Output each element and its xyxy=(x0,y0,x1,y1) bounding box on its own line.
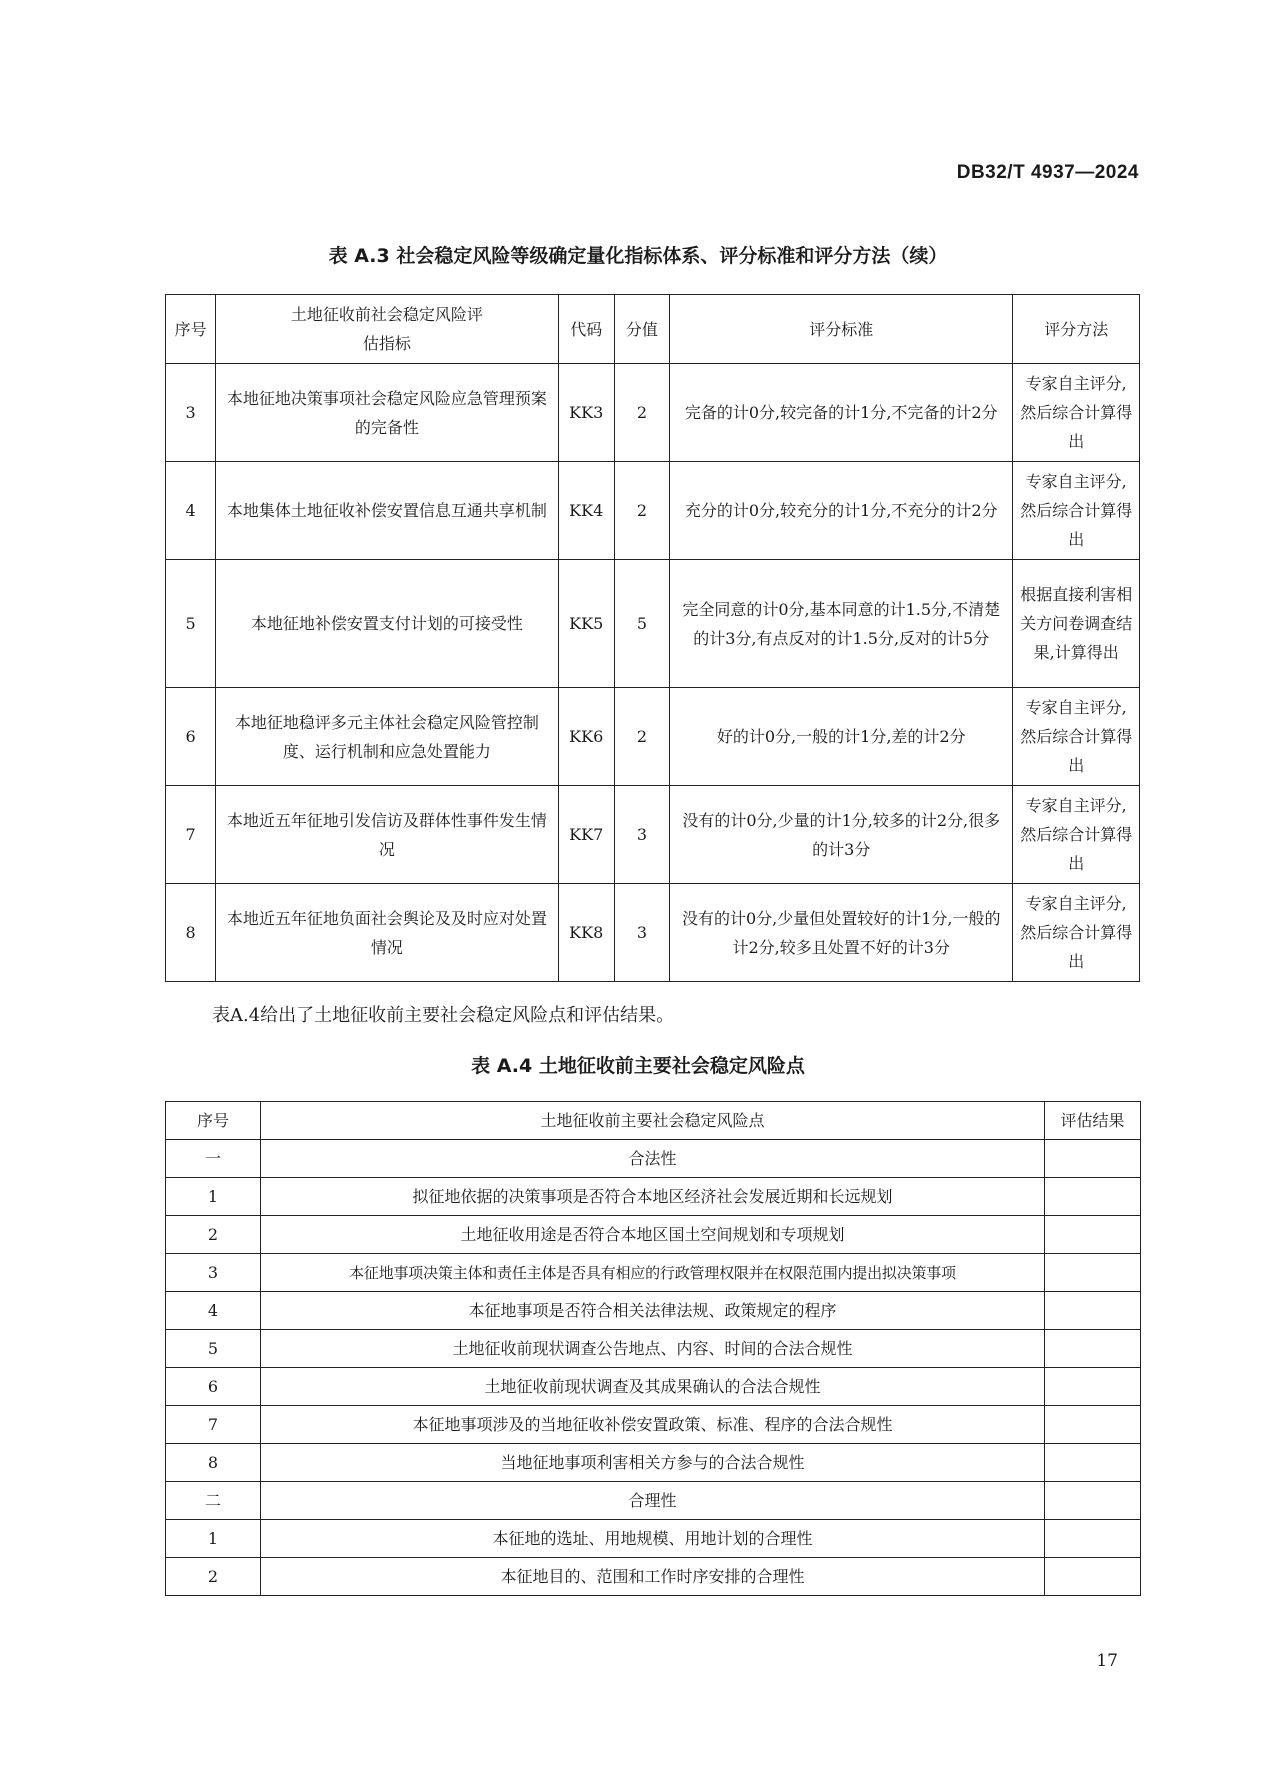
row-method: 专家自主评分,然后综合计算得出 xyxy=(1013,364,1140,462)
row-indicator: 本地征地补偿安置支付计划的可接受性 xyxy=(216,560,558,688)
row-standard: 完全同意的计0分,基本同意的计1.5分,不清楚的计3分,有点反对的计1.5分,反对的计5分 xyxy=(670,560,1013,688)
row-no: 8 xyxy=(166,884,216,982)
row-code: KK5 xyxy=(558,560,614,688)
row-standard: 没有的计0分,少量但处置较好的计1分,一般的计2分,较多且处置不好的计3分 xyxy=(670,884,1013,982)
table-row xyxy=(166,1254,1141,1292)
document-code: DB32/T 4937—2024 xyxy=(956,162,1139,183)
table-row xyxy=(166,786,1140,884)
table-row xyxy=(166,1140,1141,1178)
row-item: 拟征地依据的决策事项是否符合本地区经济社会发展近期和长远规划 xyxy=(261,1178,1045,1216)
table-a3 xyxy=(165,294,1140,982)
row-item: 本征地目的、范围和工作时序安排的合理性 xyxy=(261,1558,1045,1596)
row-code: KK3 xyxy=(558,364,614,462)
row-indicator: 本地集体土地征收补偿安置信息互通共享机制 xyxy=(216,462,558,560)
row-no: 5 xyxy=(166,1330,261,1368)
row-item: 合理性 xyxy=(261,1482,1045,1520)
row-result xyxy=(1045,1330,1141,1368)
row-item: 土地征收前现状调查公告地点、内容、时间的合法合规性 xyxy=(261,1330,1045,1368)
table-header-row xyxy=(166,1102,1141,1140)
col-header-result: 评估结果 xyxy=(1045,1102,1141,1140)
col-header-risk-point: 土地征收前主要社会稳定风险点 xyxy=(261,1102,1045,1140)
row-code: KK8 xyxy=(558,884,614,982)
table-row xyxy=(166,462,1140,560)
table-row xyxy=(166,688,1140,786)
row-result xyxy=(1045,1254,1141,1292)
row-indicator: 本地征地决策事项社会稳定风险应急管理预案的完备性 xyxy=(216,364,558,462)
row-method: 专家自主评分,然后综合计算得出 xyxy=(1013,688,1140,786)
row-result xyxy=(1045,1482,1141,1520)
row-method: 专家自主评分,然后综合计算得出 xyxy=(1013,462,1140,560)
table-a4-caption: 表 A.4 土地征收前主要社会稳定风险点 xyxy=(471,1055,805,1077)
row-no: 二 xyxy=(166,1482,261,1520)
row-score: 3 xyxy=(614,884,669,982)
row-score: 2 xyxy=(614,462,669,560)
row-score: 2 xyxy=(614,688,669,786)
col-header-standard: 评分标准 xyxy=(670,295,1013,364)
col-header-indicator: 土地征收前社会稳定风险评估指标 xyxy=(216,295,558,364)
row-result xyxy=(1045,1216,1141,1254)
col-header-method: 评分方法 xyxy=(1013,295,1140,364)
row-item: 土地征收用途是否符合本地区国土空间规划和专项规划 xyxy=(261,1216,1045,1254)
row-code: KK4 xyxy=(558,462,614,560)
col-header-no: 序号 xyxy=(166,295,216,364)
row-score: 2 xyxy=(614,364,669,462)
table-row xyxy=(166,1558,1141,1596)
row-standard: 没有的计0分,少量的计1分,较多的计2分,很多的计3分 xyxy=(670,786,1013,884)
row-indicator: 本地近五年征地负面社会舆论及及时应对处置情况 xyxy=(216,884,558,982)
row-standard: 好的计0分,一般的计1分,差的计2分 xyxy=(670,688,1013,786)
table-row xyxy=(166,1292,1141,1330)
row-no: 4 xyxy=(166,1292,261,1330)
row-no: 1 xyxy=(166,1520,261,1558)
body-paragraph: 表A.4给出了土地征收前主要社会稳定风险点和评估结果。 xyxy=(212,1005,675,1026)
row-standard: 充分的计0分,较充分的计1分,不充分的计2分 xyxy=(670,462,1013,560)
row-result xyxy=(1045,1178,1141,1216)
row-item: 本征地事项是否符合相关法律法规、政策规定的程序 xyxy=(261,1292,1045,1330)
row-no: 一 xyxy=(166,1140,261,1178)
row-result xyxy=(1045,1520,1141,1558)
table-row xyxy=(166,1520,1141,1558)
table-row xyxy=(166,1368,1141,1406)
row-item: 当地征地事项利害相关方参与的合法合规性 xyxy=(261,1444,1045,1482)
row-no: 6 xyxy=(166,688,216,786)
row-indicator: 本地近五年征地引发信访及群体性事件发生情况 xyxy=(216,786,558,884)
row-item: 本征地事项涉及的当地征收补偿安置政策、标准、程序的合法合规性 xyxy=(261,1406,1045,1444)
row-score: 5 xyxy=(614,560,669,688)
table-row xyxy=(166,1216,1141,1254)
row-no: 6 xyxy=(166,1368,261,1406)
row-method: 根据直接利害相关方问卷调查结果,计算得出 xyxy=(1013,560,1140,688)
row-standard: 完备的计0分,较完备的计1分,不完备的计2分 xyxy=(670,364,1013,462)
row-code: KK6 xyxy=(558,688,614,786)
row-no: 8 xyxy=(166,1444,261,1482)
row-no: 5 xyxy=(166,560,216,688)
table-row xyxy=(166,1444,1141,1482)
row-no: 4 xyxy=(166,462,216,560)
table-row xyxy=(166,884,1140,982)
table-row xyxy=(166,364,1140,462)
row-result xyxy=(1045,1368,1141,1406)
row-no: 2 xyxy=(166,1216,261,1254)
row-no: 3 xyxy=(166,364,216,462)
row-item: 本征地事项决策主体和责任主体是否具有相应的行政管理权限并在权限范围内提出拟决策事项 xyxy=(261,1254,1045,1292)
row-result xyxy=(1045,1140,1141,1178)
col-header-no: 序号 xyxy=(166,1102,261,1140)
table-a3-caption: 表 A.3 社会稳定风险等级确定量化指标体系、评分标准和评分方法（续） xyxy=(328,245,948,267)
col-header-code: 代码 xyxy=(558,295,614,364)
table-row xyxy=(166,1330,1141,1368)
row-no: 7 xyxy=(166,786,216,884)
col-header-score: 分值 xyxy=(614,295,669,364)
row-no: 7 xyxy=(166,1406,261,1444)
row-result xyxy=(1045,1292,1141,1330)
table-row xyxy=(166,1482,1141,1520)
row-score: 3 xyxy=(614,786,669,884)
row-result xyxy=(1045,1558,1141,1596)
page-number: 17 xyxy=(1096,1651,1118,1671)
table-row xyxy=(166,1406,1141,1444)
row-item: 土地征收前现状调查及其成果确认的合法合规性 xyxy=(261,1368,1045,1406)
row-method: 专家自主评分,然后综合计算得出 xyxy=(1013,786,1140,884)
table-header-row xyxy=(166,295,1140,364)
row-no: 1 xyxy=(166,1178,261,1216)
row-no: 3 xyxy=(166,1254,261,1292)
row-item: 合法性 xyxy=(261,1140,1045,1178)
row-code: KK7 xyxy=(558,786,614,884)
row-result xyxy=(1045,1406,1141,1444)
row-item: 本征地的选址、用地规模、用地计划的合理性 xyxy=(261,1520,1045,1558)
table-row xyxy=(166,1178,1141,1216)
row-no: 2 xyxy=(166,1558,261,1596)
row-method: 专家自主评分,然后综合计算得出 xyxy=(1013,884,1140,982)
table-a4 xyxy=(165,1101,1141,1596)
table-row xyxy=(166,560,1140,688)
row-indicator: 本地征地稳评多元主体社会稳定风险管控制度、运行机制和应急处置能力 xyxy=(216,688,558,786)
row-result xyxy=(1045,1444,1141,1482)
